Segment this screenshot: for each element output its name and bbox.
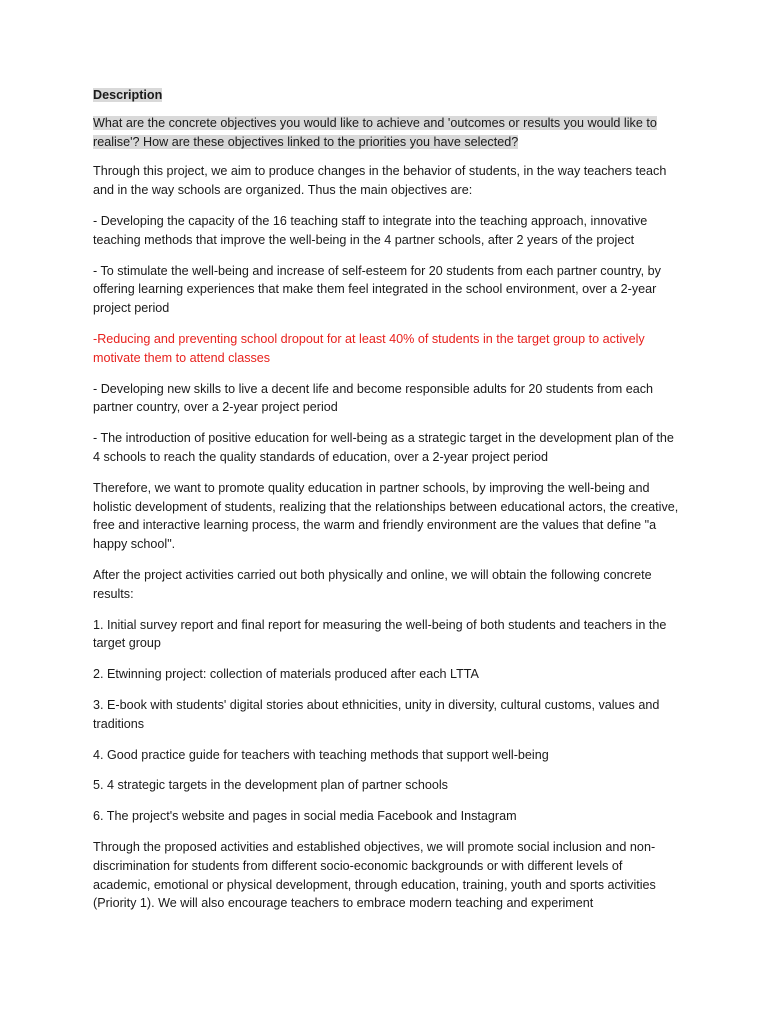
- result-website-social-media: 6. The project's website and pages in social media Facebook and Instagram: [93, 809, 517, 824]
- objective-positive-education: - The introduction of positive education for well-being as a strategic target in the development plan of the 4 schools to reach the quality standards of education, over a 2-year project period: [93, 431, 674, 464]
- result-strategic-targets: 5. 4 strategic targets in the development plan of partner schools: [93, 778, 448, 793]
- paragraph-quality-education: Therefore, we want to promote quality education in partner schools, by improving the well-being and holistic development of students, realizing that the relationships between educational actors, the creative, free and interactive learning process, the warm and friendly environment are the values that define "a happy school".: [93, 480, 679, 552]
- paragraph-intro: Through this project, we aim to produce changes in the behavior of students, in the way teachers teach and in the way schools are organized. Thus the main objectives are:: [93, 164, 667, 198]
- result-survey-report: 1. Initial survey report and final report for measuring the well-being of both students and teachers in the target group: [93, 617, 667, 651]
- paragraph-social-inclusion: Through the proposed activities and established objectives, we will promote social inclusion and non-discrimination for students from different socio-economic backgrounds or with different levels of academic, emotional or physical development, through education, training, youth and sports activities (Priority 1). We will also encourage teachers to embrace modern teaching and experiment: [93, 839, 656, 911]
- section-heading: [93, 86, 683, 105]
- result-e-book: 3. E-book with students' digital stories about ethnicities, unity in diversity, cultural customs, values and traditions: [93, 697, 660, 731]
- paragraph-results-intro: After the project activities carried out both physically and online, we will obtain the following concrete results:: [93, 567, 652, 601]
- result-etwinning-project: 2. Etwinning project: collection of materials produced after each LTTA: [93, 667, 479, 682]
- objective-new-skills: - Developing new skills to live a decent life and become responsible adults for 20 students from each partner country, over a 2-year project period: [93, 381, 654, 415]
- guiding-question-text: What are the concrete objectives you would like to achieve and 'outcomes or results you would like to realise'? How are these objectives linked to the priorities you have selected?: [93, 115, 657, 149]
- objective-teaching-staff: - Developing the capacity of the 16 teaching staff to integrate into the teaching approach, innovative teaching methods that improve the well-being in the 4 partner schools, after 2 years of the project: [93, 213, 648, 247]
- document-page: [93, 86, 683, 925]
- objective-dropout-reduction: -Reducing and preventing school dropout for at least 40% of students in the target group to actively motivate them to attend classes: [93, 331, 645, 365]
- section-heading-text: Description: [93, 88, 163, 102]
- result-practice-guide: 4. Good practice guide for teachers with teaching methods that support well-being: [93, 747, 549, 762]
- guiding-question: [93, 114, 683, 152]
- objective-student-wellbeing: - To stimulate the well-being and increase of self-esteem for 20 students from each partner country, by offering learning experiences that make them feel integrated in the school environment, over a 2-year project period: [93, 263, 661, 316]
